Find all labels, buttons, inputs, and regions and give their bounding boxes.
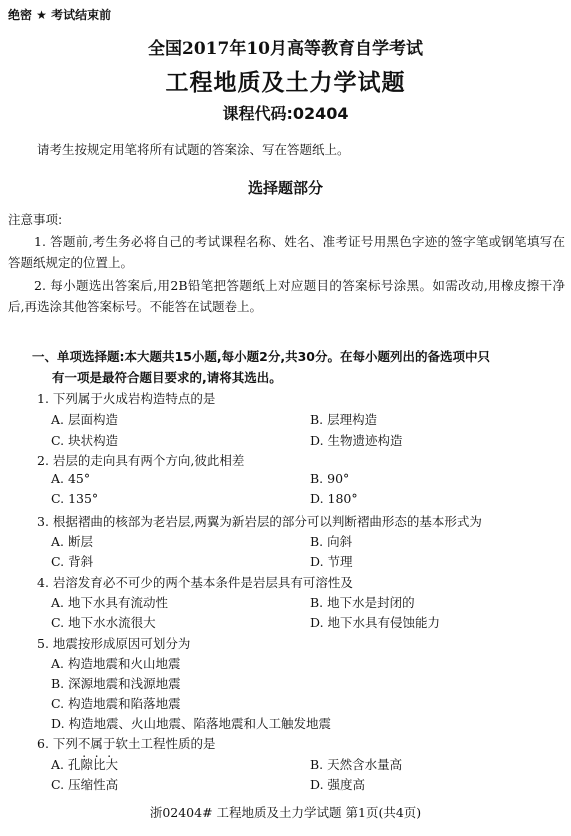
note-item: 2. 每小题选出答案后,用2B铅笔把答题纸上对应题目的答案标号涂黑。如需改动,用橡皮擦干净后,再选涂其他答案标号。不能答在试题卷上。 [8,278,565,314]
question-stem: 1. 下列属于火成岩构造特点的是 [37,391,216,406]
option-c: C. 构造地震和陷落地震 [51,696,181,711]
section-heading-line: 有一项是最符合题目要求的,请将其选出。 [52,370,282,385]
option-d: D. 地下水具有侵蚀能力 [310,615,441,630]
option-c: C. 背斜 [51,554,94,569]
option-c: C. 地下水水流很大 [51,615,156,630]
option-b: B. 向斜 [310,534,353,549]
question-stem: 4. 岩溶发育必不可少的两个基本条件是岩层具有可溶性及 [37,575,353,590]
section-heading [32,346,562,388]
note-item: 1. 答题前,考生务必将自己的考试课程名称、姓名、准考证号用黑色字迹的签字笔或钢笔填写在答题纸规定的位置上。 [8,234,565,270]
option-a: A. 地下水具有流动性 [51,595,168,610]
page-footer: 浙02404# 工程地质及土力学试题 第1页(共4页) [149,805,422,820]
question-stem-part: 软土工程性质的是 [115,736,216,751]
question-stem-part: 6. 下列 [37,736,78,751]
question-stem [37,734,215,752]
option-c: C. 135° [51,491,99,506]
option-a: A. 断层 [51,534,93,549]
question-stem: 3. 根据褶曲的核部为老岩层,两翼为新岩层的部分可以判断褶曲形态的基本形式为 [37,514,482,529]
option-d: D. 180° [310,491,358,506]
option-d: D. 强度高 [310,777,366,792]
confidential-label: 绝密 ★ 考试结束前 [8,8,112,22]
emphasis-char: 于 [102,736,116,751]
answer-instruction: 请考生按规定用笔将所有试题的答案涂、写在答题纸上。 [37,142,350,157]
option-d: D. 节理 [310,554,353,569]
emphasis-char: 不 [77,736,91,751]
question-stem: 2. 岩层的走向具有两个方向,彼此相差 [37,453,245,468]
exam-title: 全国2017年10月高等教育自学考试 [148,39,423,59]
option-b: B. 地下水是封闭的 [310,595,415,610]
option-a: A. 层面构造 [51,412,118,427]
section-heading-line: 一、单项选择题:本大题共15小题,每小题2分,共30分。在每小题列出的备选项中只 [32,349,490,364]
subject-title: 工程地质及土力学试题 [165,70,406,96]
option-b: B. 深源地震和浅源地震 [51,676,181,691]
option-d: D. 生物遗迹构造 [310,433,403,448]
option-a: A. 孔隙比大 [51,757,118,772]
option-b: B. 层理构造 [310,412,378,427]
option-a: A. 构造地震和火山地震 [51,656,181,671]
course-code: 课程代码:02404 [222,104,349,123]
part-title: 选择题部分 [247,179,323,197]
option-a: A. 45° [51,471,91,486]
notes-title: 注意事项: [8,212,63,227]
option-b: B. 90° [310,471,350,486]
option-b: B. 天然含水量高 [310,757,403,772]
option-c: C. 压缩性高 [51,777,119,792]
question-stem: 5. 地震按形成原因可划分为 [37,636,191,651]
option-c: C. 块状构造 [51,433,119,448]
option-d: D. 构造地震、火山地震、陷落地震和人工触发地震 [51,716,332,731]
emphasis-char: 属 [90,736,103,751]
